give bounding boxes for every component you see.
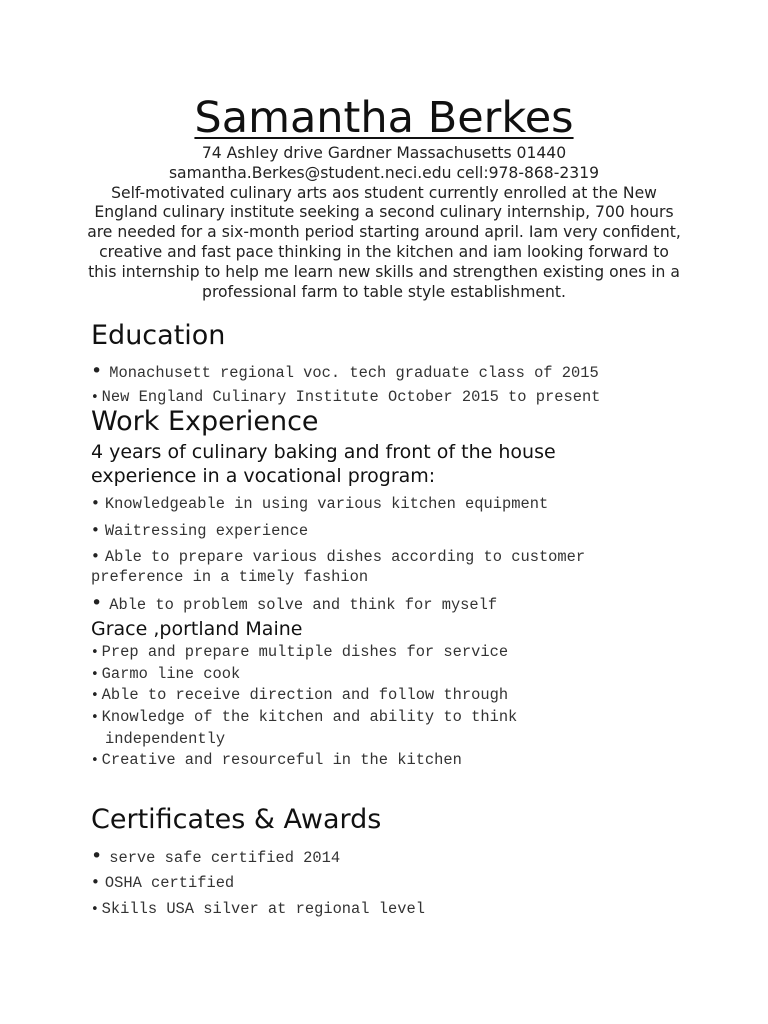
job-item: • Able to receive direction and follow through — [91, 686, 509, 704]
work-summary: 4 years of culinary baking and front of the house experience in a vocational program: — [91, 441, 556, 487]
contact-block — [84, 144, 684, 302]
bullet-icon: • — [91, 360, 103, 382]
work-heading: Work Experience — [91, 406, 319, 437]
certificate-item: • serve safe certified 2014 — [91, 845, 341, 867]
bullet-icon: • — [91, 902, 99, 917]
bullet-icon: • — [91, 547, 100, 565]
education-heading: Education — [91, 320, 226, 351]
bullet-icon: • — [91, 645, 99, 660]
bullet-icon: • — [91, 845, 103, 867]
job-item: • Garmo line cook — [91, 665, 241, 683]
bullet-icon: • — [91, 688, 99, 703]
bullet-icon: • — [91, 521, 100, 539]
objective-paragraph: Self-motivated culinary arts aos student currently enrolled at the New England culinary institute seeking a second culinary internship, 700 hours are needed for a six-month period starting around april. Iam very confident, creative and fast pace thinking in the kitchen and iam looking forward to this internship to help me learn new skills and strengthen existing ones in a professional farm to table style establishment. — [87, 183, 681, 301]
education-item: • Monachusett regional voc. tech graduate class of 2015 — [91, 360, 599, 382]
bullet-icon: • — [91, 873, 100, 891]
bullet-icon: • — [91, 667, 99, 682]
address-line: 74 Ashley drive Gardner Massachusetts 01440 — [201, 144, 567, 162]
work-item: • Able to problem solve and think for myself — [91, 592, 498, 614]
bullet-icon: • — [91, 710, 99, 725]
certificate-item: • OSHA certified — [91, 873, 235, 892]
education-item: • New England Culinary Institute October 2015 to present — [91, 388, 601, 406]
job-item-continued: independently — [105, 730, 226, 748]
bullet-icon: • — [91, 592, 103, 614]
certificates-heading: Certificates & Awards — [91, 804, 382, 835]
bullet-icon: • — [91, 390, 99, 405]
job-title: Grace ,portland Maine — [91, 618, 303, 640]
resume-name: Samantha Berkes — [194, 93, 574, 143]
work-item: • Knowledgeable in using various kitchen equipment — [91, 494, 549, 513]
certificate-item: • Skills USA silver at regional level — [91, 900, 425, 918]
work-item: • Able to prepare various dishes according to customer — [91, 547, 586, 566]
job-item: • Creative and resourceful in the kitchen — [91, 751, 462, 769]
contact-line: samantha.Berkes@student.neci.edu cell:978-868-2319 — [168, 163, 600, 182]
job-item: • Knowledge of the kitchen and ability to think — [91, 708, 518, 726]
bullet-icon: • — [91, 494, 100, 512]
work-item: • Waitressing experience — [91, 521, 309, 540]
job-item: • Prep and prepare multiple dishes for service — [91, 643, 509, 661]
bullet-icon: • — [91, 753, 99, 768]
work-item-continued: preference in a timely fashion — [91, 568, 369, 586]
